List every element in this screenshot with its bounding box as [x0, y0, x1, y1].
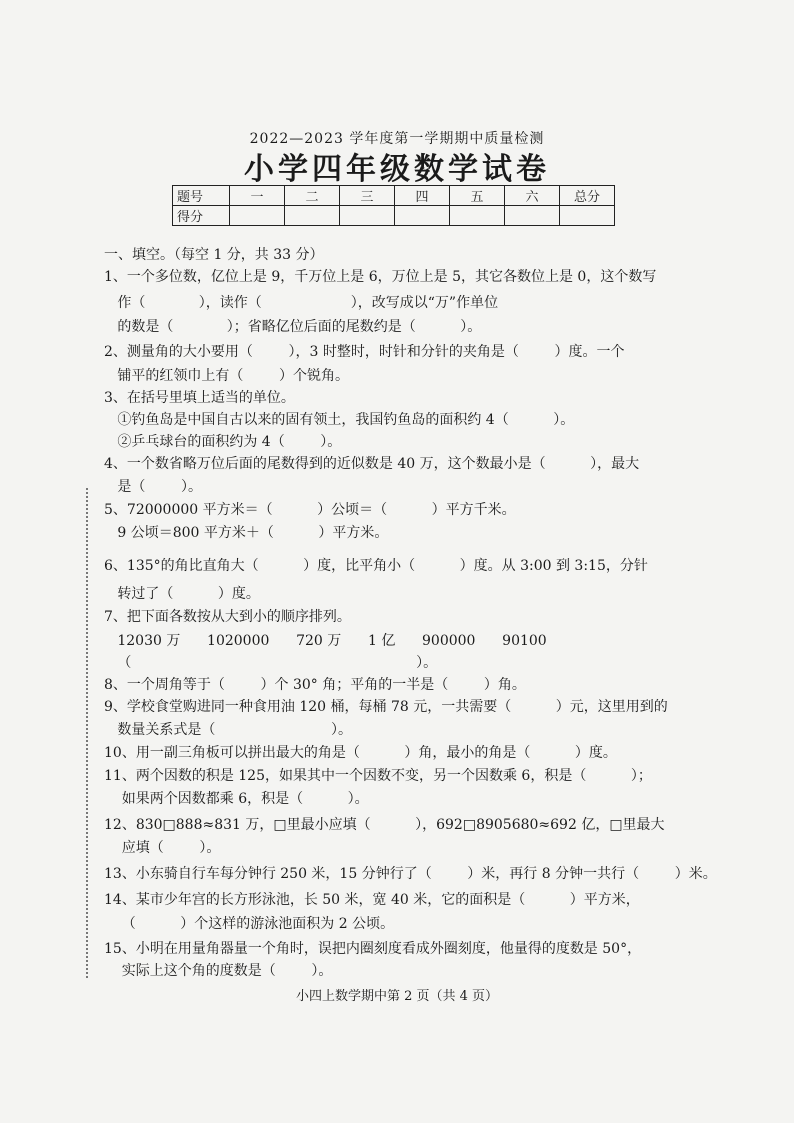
score-cell [560, 206, 615, 226]
question-line: 12030 万 1020000 720 万 1 亿 900000 90100 [104, 633, 547, 649]
question-line: ①钓鱼岛是中国自古以来的固有领土，我国钓鱼岛的面积约 4（ ）。 [104, 412, 575, 428]
question-line: 3、在括号里填上适当的单位。 [104, 390, 295, 406]
score-cell [395, 206, 450, 226]
score-cell [285, 206, 340, 226]
score-table-header-row [173, 186, 615, 206]
question-line: 作（ ），读作（ ），改写成以“万”作单位 [104, 295, 499, 311]
question-line: （ ）。 [104, 655, 438, 671]
question-line: 11、两个因数的积是 125，如果其中一个因数不变，另一个因数乘 6，积是（ ）； [104, 768, 652, 784]
score-header-cell: 三 [340, 186, 395, 206]
question-line: ②乒乓球台的面积约为 4（ ）。 [104, 434, 342, 450]
binding-dotted-line [86, 488, 88, 978]
question-line: 9 公顷＝800 平方米＋（ ）平方米。 [104, 525, 389, 541]
question-line: 是（ ）。 [104, 479, 202, 495]
score-header-cell: 一 [230, 186, 285, 206]
question-line: 1、一个多位数，亿位上是 9，千万位上是 6，万位上是 5，其它各数位上是 0，这个数写 [104, 269, 657, 285]
question-line: 2、测量角的大小要用（ ），3 时整时，时针和分针的夹角是（ ）度。一个 [104, 344, 625, 360]
question-line: 应填（ ）。 [104, 840, 221, 856]
question-line: 数量关系式是（ ）。 [104, 722, 353, 738]
question-line: 转过了（ ）度。 [104, 586, 260, 602]
question-line: 4、一个数省略万位后面的尾数得到的近似数是 40 万，这个数最小是（ ），最大 [104, 456, 640, 472]
question-line: 5、72000000 平方米＝（ ）公顷＝（ ）平方千米。 [104, 502, 516, 518]
question-line: 12、830□888≈831 万，□里最小应填（ ），692□8905680≈692 亿，□里最大 [104, 817, 665, 833]
score-header-cell: 二 [285, 186, 340, 206]
score-cell [450, 206, 505, 226]
question-line: 15、小明在用量角器量一个角时，误把内圈刻度看成外圈刻度，他量得的度数是 50°， [104, 941, 642, 957]
page-footer: 小四上数学期中第 2 页（共 4 页） [295, 989, 499, 1004]
question-line: （ ）个这样的游泳池面积为 2 公顷。 [104, 916, 395, 932]
exam-title: 小学四年级数学试卷 [244, 152, 550, 187]
score-row-label: 得分 [173, 206, 230, 226]
score-cell [230, 206, 285, 226]
score-table-score-row [173, 206, 615, 226]
exam-subtitle: 2022—2023 学年度第一学期期中质量检测 [249, 131, 545, 147]
score-header-cell: 四 [395, 186, 450, 206]
question-line: 的数是（ ）；省略亿位后面的尾数约是（ ）。 [104, 319, 482, 335]
question-line: 14、某市少年宫的长方形泳池，长 50 米，宽 40 米，它的面积是（ ）平方米， [104, 892, 640, 908]
question-line: 13、小东骑自行车每分钟行 250 米，15 分钟行了（ ）米，再行 8 分钟一共行（ ）米。 [104, 866, 717, 882]
question-line: 铺平的红领巾上有（ ）个锐角。 [104, 368, 349, 384]
score-cell [340, 206, 395, 226]
question-line: 9、学校食堂购进同一种食用油 120 桶，每桶 78 元，一共需要（ ）元，这里用到的 [104, 699, 668, 715]
question-line: 6、135°的角比直角大（ ）度，比平角小（ ）度。从 3:00 到 3:15，分针 [104, 558, 648, 574]
question-line: 7、把下面各数按从大到小的顺序排列。 [104, 609, 351, 625]
score-header-cell: 五 [450, 186, 505, 206]
score-header-cell: 六 [505, 186, 560, 206]
score-header-cell: 题号 [173, 186, 230, 206]
score-table [172, 185, 615, 226]
section-heading: 一、填空。（每空 1 分，共 33 分） [104, 247, 324, 263]
question-line: 8、一个周角等于（ ）个 30° 角；平角的一半是（ ）角。 [104, 677, 526, 693]
question-line: 如果两个因数都乘 6，积是（ ）。 [104, 791, 369, 807]
score-cell [505, 206, 560, 226]
question-line: 实际上这个角的度数是（ ）。 [104, 963, 333, 979]
score-header-cell: 总分 [560, 186, 615, 206]
question-line: 10、用一副三角板可以拼出最大的角是（ ）角，最小的角是（ ）度。 [104, 745, 617, 761]
